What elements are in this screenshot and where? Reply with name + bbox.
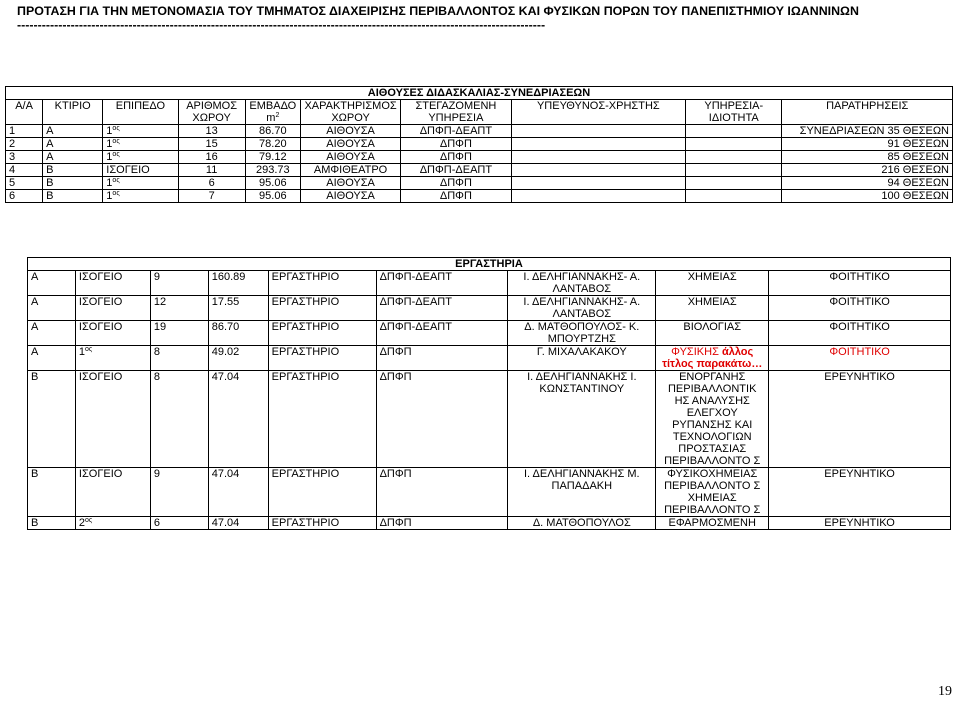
level-ordinal-suffix: ος	[112, 151, 120, 158]
table-row	[6, 190, 953, 203]
row-number: 3	[6, 151, 43, 164]
level-cell	[103, 125, 178, 138]
responsible-cell: Ι. ΔΕΛΗΓΙΑΝΝΑΚΗΣ- Α. ΛΑΝΤΑΒΟΣ	[508, 271, 656, 296]
role-cell	[656, 517, 769, 530]
service-cell: ΔΠΦΠ	[376, 371, 508, 468]
service-cell: ΔΠΦΠ	[376, 468, 508, 517]
role-cell	[686, 125, 782, 138]
building-cell: Β	[43, 190, 103, 203]
service-cell: ΔΠΦΠ	[376, 346, 508, 371]
level-cell	[75, 296, 150, 321]
level-ordinal-suffix: ος	[112, 138, 120, 145]
building-cell: Β	[28, 517, 76, 530]
responsible-cell	[511, 138, 686, 151]
responsible-cell	[511, 190, 686, 203]
title-underline: --------------------------------------------------------------------------------------------------------------------------------	[17, 18, 546, 32]
level-value: ΙΣΟΓΕΙΟ	[78, 271, 123, 283]
table-row	[28, 271, 951, 296]
service-cell: ΔΠΦΠ-ΔΕΑΠΤ	[376, 321, 508, 346]
room-number-cell: 8	[150, 371, 208, 468]
room-type-cell: ΑΙΘΟΥΣΑ	[300, 138, 400, 151]
table-row	[28, 321, 951, 346]
col-header: ΧΑΡΑΚΤΗΡΙΣΜΟΣ ΧΩΡΟΥ	[300, 100, 400, 125]
service-cell: ΔΠΦΠ	[401, 177, 511, 190]
notes-cell: ΕΡΕΥΝΗΤΙΚΟ	[769, 371, 951, 468]
room-number-cell: 11	[178, 164, 245, 177]
responsible-cell	[511, 164, 686, 177]
notes-cell: ΕΡΕΥΝΗΤΙΚΟ	[769, 468, 951, 517]
building-cell: Α	[43, 125, 103, 138]
area-cell: 47.04	[208, 468, 268, 517]
document-title: ΠΡΟΤΑΣΗ ΓΙΑ ΤΗΝ ΜΕΤΟΝΟΜΑΣΙΑ ΤΟΥ ΤΜΗΜΑΤΟΣ ΔΙΑΧΕΙΡΙΣΗΣ ΠΕΡΙΒΑΛΛΟΝΤΟΣ ΚΑΙ ΦΥΣΙΚΩΝ ΠΟΡΩΝ ΤΟΥ ΠΑΝΕΠΙΣΤΗΜΙΟΥ ΙΩΑΝΝΙΝΩΝ	[17, 4, 859, 18]
role-cell	[686, 190, 782, 203]
role-value: ΒΙΟΛΟΓΙΑΣ	[683, 321, 742, 333]
row-number: 1	[6, 125, 43, 138]
responsible-cell	[511, 151, 686, 164]
col-header: ΕΜΒΑΔΟ m	[249, 100, 297, 124]
role-cell	[686, 138, 782, 151]
level-value: 1	[78, 346, 86, 358]
area-cell: 47.04	[208, 371, 268, 468]
row-number: 5	[6, 177, 43, 190]
level-cell	[75, 468, 150, 517]
table-row	[6, 125, 953, 138]
service-cell: ΔΠΦΠ	[401, 190, 511, 203]
table-row	[28, 296, 951, 321]
row-number: 6	[6, 190, 43, 203]
role-annotation: άλλος τίτλος παρακάτω…	[662, 346, 763, 370]
level-cell	[75, 271, 150, 296]
col-header: ΚΤΙΡΙΟ	[43, 100, 103, 125]
role-cell	[656, 371, 769, 468]
level-ordinal-suffix: ος	[112, 177, 120, 184]
building-cell: Β	[28, 371, 76, 468]
notes-cell: ΦΟΙΤΗΤΙΚΟ	[769, 271, 951, 296]
area-cell: 95.06	[245, 190, 300, 203]
level-ordinal-suffix: ος	[112, 125, 120, 132]
room-number-cell: 9	[150, 271, 208, 296]
area-cell: 86.70	[208, 321, 268, 346]
col-header: ΠΑΡΑΤΗΡΗΣΕΙΣ	[782, 100, 953, 125]
building-cell: Α	[43, 151, 103, 164]
notes-cell: 100 ΘΕΣΕΩΝ	[782, 190, 953, 203]
notes-cell: ΕΡΕΥΝΗΤΙΚΟ	[769, 517, 951, 530]
table-row	[28, 468, 951, 517]
notes-cell: ΦΟΙΤΗΤΙΚΟ	[769, 346, 951, 371]
role-cell	[686, 164, 782, 177]
area-cell: 95.06	[245, 177, 300, 190]
level-cell	[103, 138, 178, 151]
notes-cell: ΦΟΙΤΗΤΙΚΟ	[769, 321, 951, 346]
room-number-cell: 15	[178, 138, 245, 151]
room-type-cell: ΑΙΘΟΥΣΑ	[300, 125, 400, 138]
notes-cell: 85 ΘΕΣΕΩΝ	[782, 151, 953, 164]
room-type-cell: ΑΙΘΟΥΣΑ	[300, 190, 400, 203]
table-row	[6, 164, 953, 177]
level-value: ΙΣΟΓΕΙΟ	[106, 164, 150, 176]
col-header: ΥΠΕΥΘΥΝΟΣ-ΧΡΗΣΤΗΣ	[511, 100, 686, 125]
responsible-cell: Ι. ΔΕΛΗΓΙΑΝΝΑΚΗΣ Μ. ΠΑΠΑΔΑΚΗ	[508, 468, 656, 517]
area-cell: 17.55	[208, 296, 268, 321]
level-cell	[75, 371, 150, 468]
level-ordinal-suffix: ος	[85, 517, 93, 524]
level-cell	[75, 321, 150, 346]
room-type-cell: ΑΜΦΙΘΕΑΤΡΟ	[300, 164, 400, 177]
notes-cell: 91 ΘΕΣΕΩΝ	[782, 138, 953, 151]
service-cell: ΔΠΦΠ-ΔΕΑΠΤ	[401, 125, 511, 138]
level-value: 1	[106, 151, 113, 163]
room-type-cell: ΕΡΓΑΣΤΗΡΙΟ	[268, 321, 376, 346]
area-cell: 79.12	[245, 151, 300, 164]
level-cell	[75, 517, 150, 530]
level-cell	[103, 190, 178, 203]
building-cell: Α	[28, 296, 76, 321]
role-value: ΦΥΣΙΚΟΧΗΜΕΙΑΣ ΠΕΡΙΒΑΛΛΟΝΤΟ Σ ΧΗΜΕΙΑΣ ΠΕΡΙΒΑΛΛΟΝΤΟ Σ	[664, 468, 761, 516]
role-cell	[656, 321, 769, 346]
col-header: ΑΡΙΘΜΟΣ ΧΩΡΟΥ	[178, 100, 245, 125]
level-value: 1	[106, 177, 113, 189]
area-cell: 78.20	[245, 138, 300, 151]
building-cell: Α	[28, 321, 76, 346]
responsible-cell: Ι. ΔΕΛΗΓΙΑΝΝΑΚΗΣ Ι. ΚΩΝΣΤΑΝΤΙΝΟΥ	[508, 371, 656, 468]
level-value: ΙΣΟΓΕΙΟ	[78, 321, 123, 333]
room-number-cell: 12	[150, 296, 208, 321]
room-type-cell: ΕΡΓΑΣΤΗΡΙΟ	[268, 468, 376, 517]
classrooms-header-row	[6, 100, 953, 125]
role-value: ΕΦΑΡΜΟΣΜΕΝΗ	[668, 517, 756, 529]
row-number: 4	[6, 164, 43, 177]
role-value: ΦΥΣΙΚΗΣ	[671, 346, 719, 358]
responsible-cell	[511, 125, 686, 138]
col-header: ΕΠΙΠΕΔΟ	[103, 100, 178, 125]
level-ordinal-suffix: ος	[85, 346, 93, 353]
level-value: ΙΣΟΓΕΙΟ	[78, 468, 123, 480]
room-type-cell: ΑΙΘΟΥΣΑ	[300, 177, 400, 190]
service-cell: ΔΠΦΠ-ΔΕΑΠΤ	[376, 296, 508, 321]
building-cell: Β	[28, 468, 76, 517]
table-row	[6, 151, 953, 164]
role-cell	[656, 468, 769, 517]
page-number: 19	[938, 684, 952, 699]
role-value: ΧΗΜΕΙΑΣ	[687, 271, 737, 283]
room-number-cell: 6	[178, 177, 245, 190]
role-value: ΧΗΜΕΙΑΣ	[687, 296, 737, 308]
room-number-cell: 6	[150, 517, 208, 530]
labs-caption: ΕΡΓΑΣΤΗΡΙΑ	[28, 258, 951, 271]
col-header: Α/Α	[6, 100, 43, 125]
level-value: ΙΣΟΓΕΙΟ	[78, 296, 123, 308]
level-value: 1	[106, 138, 113, 150]
role-cell	[686, 151, 782, 164]
service-cell: ΔΠΦΠ-ΔΕΑΠΤ	[376, 271, 508, 296]
responsible-cell	[511, 177, 686, 190]
responsible-cell: Ι. ΔΕΛΗΓΙΑΝΝΑΚΗΣ- Α. ΛΑΝΤΑΒΟΣ	[508, 296, 656, 321]
level-cell	[103, 177, 178, 190]
table-row	[6, 138, 953, 151]
col-header: ΣΤΕΓΑΖΟΜΕΝΗ ΥΠΗΡΕΣΙΑ	[401, 100, 511, 125]
classrooms-caption: ΑΙΘΟΥΣΕΣ ΔΙΔΑΣΚΑΛΙΑΣ-ΣΥΝΕΔΡΙΑΣΕΩΝ	[6, 87, 953, 100]
service-cell: ΔΠΦΠ	[376, 517, 508, 530]
table-row	[28, 371, 951, 468]
notes-cell: ΣΥΝΕΔΡΙΑΣΕΩΝ 35 ΘΕΣΕΩΝ	[782, 125, 953, 138]
room-number-cell: 9	[150, 468, 208, 517]
area-cell: 49.02	[208, 346, 268, 371]
room-type-cell: ΕΡΓΑΣΤΗΡΙΟ	[268, 371, 376, 468]
room-number-cell: 19	[150, 321, 208, 346]
labs-table	[27, 257, 951, 530]
notes-cell: ΦΟΙΤΗΤΙΚΟ	[769, 296, 951, 321]
area-unit-superscript: 2	[275, 112, 280, 119]
area-cell: 86.70	[245, 125, 300, 138]
col-header: ΥΠΗΡΕΣΙΑ-ΙΔΙΟΤΗΤΑ	[686, 100, 782, 125]
role-cell	[656, 296, 769, 321]
responsible-cell: Δ. ΜΑΤΘΟΠΟΥΛΟΣ- Κ. ΜΠΟΥΡΤΖΗΣ	[508, 321, 656, 346]
service-cell: ΔΠΦΠ	[401, 138, 511, 151]
room-number-cell: 16	[178, 151, 245, 164]
room-type-cell: ΕΡΓΑΣΤΗΡΙΟ	[268, 271, 376, 296]
area-cell: 293.73	[245, 164, 300, 177]
role-cell	[686, 177, 782, 190]
room-type-cell: ΕΡΓΑΣΤΗΡΙΟ	[268, 517, 376, 530]
level-value: 1	[106, 190, 113, 202]
table-row	[28, 517, 951, 530]
role-cell	[656, 346, 769, 371]
room-number-cell: 7	[178, 190, 245, 203]
room-number-cell: 8	[150, 346, 208, 371]
building-cell: Β	[43, 177, 103, 190]
classrooms-table	[5, 86, 953, 203]
responsible-cell: Γ. ΜΙΧΑΛΑΚΑΚΟΥ	[508, 346, 656, 371]
room-type-cell: ΕΡΓΑΣΤΗΡΙΟ	[268, 346, 376, 371]
level-value: 1	[106, 125, 113, 137]
table-row	[6, 177, 953, 190]
area-cell: 160.89	[208, 271, 268, 296]
level-value: ΙΣΟΓΕΙΟ	[78, 371, 123, 383]
level-ordinal-suffix: ος	[112, 190, 120, 197]
area-cell: 47.04	[208, 517, 268, 530]
room-type-cell: ΕΡΓΑΣΤΗΡΙΟ	[268, 296, 376, 321]
col-header-area	[245, 100, 300, 125]
row-number: 2	[6, 138, 43, 151]
role-cell	[656, 271, 769, 296]
notes-cell: 216 ΘΕΣΕΩΝ	[782, 164, 953, 177]
service-cell: ΔΠΦΠ-ΔΕΑΠΤ	[401, 164, 511, 177]
notes-cell: 94 ΘΕΣΕΩΝ	[782, 177, 953, 190]
room-type-cell: ΑΙΘΟΥΣΑ	[300, 151, 400, 164]
level-cell	[75, 346, 150, 371]
level-cell	[103, 164, 178, 177]
responsible-cell: Δ. ΜΑΤΘΟΠΟΥΛΟΣ	[508, 517, 656, 530]
service-cell: ΔΠΦΠ	[401, 151, 511, 164]
building-cell: Α	[28, 346, 76, 371]
level-value: 2	[78, 517, 86, 529]
building-cell: Α	[43, 138, 103, 151]
table-row	[28, 346, 951, 371]
room-number-cell: 13	[178, 125, 245, 138]
building-cell: Α	[28, 271, 76, 296]
role-value: ΕΝΟΡΓΑΝΗΣ ΠΕΡΙΒΑΛΛΟΝΤΙΚ ΗΣ ΑΝΑΛΥΣΗΣ ΕΛΕΓΧΟΥ ΡΥΠΑΝΣΗΣ ΚΑΙ ΤΕΧΝΟΛΟΓΙΩΝ ΠΡΟΣΤΑΣΙΑΣ ΠΕΡΙΒΑΛΛΟΝΤΟ Σ	[664, 371, 761, 467]
level-cell	[103, 151, 178, 164]
building-cell: Β	[43, 164, 103, 177]
